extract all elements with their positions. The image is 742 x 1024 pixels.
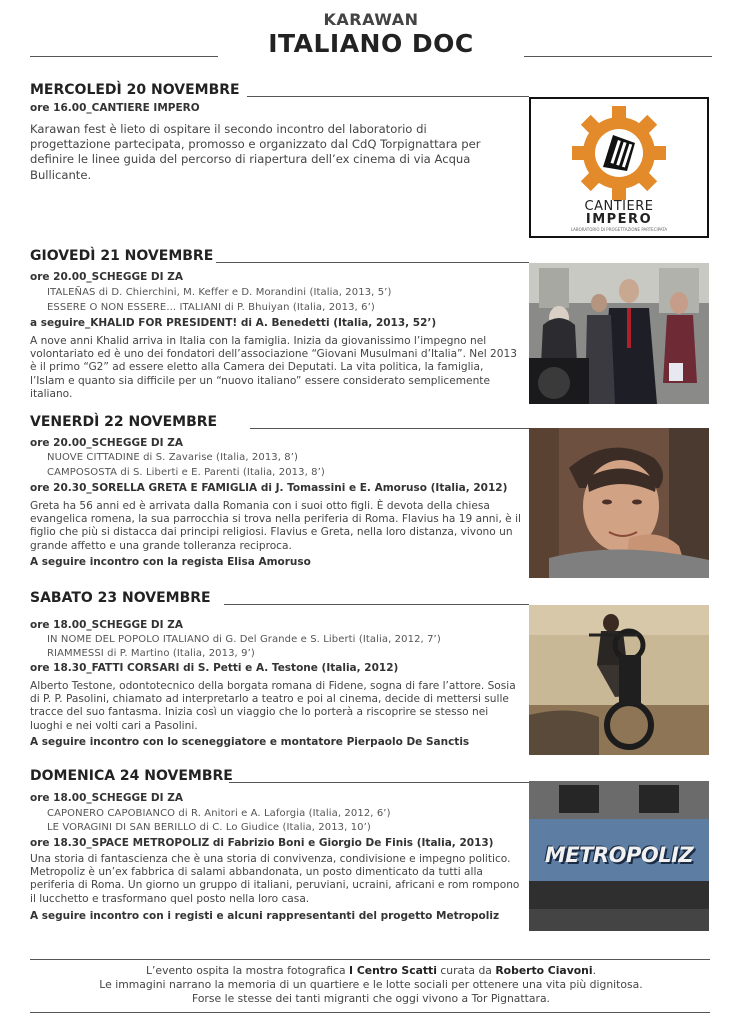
header-rule-right <box>524 56 712 57</box>
cantiere-impero-logo <box>529 97 709 238</box>
feature-film: ore 20.30_SORELLA GRETA E FAMIGLIA di J. Tomassini e E. Amoruso (Italia, 2012) <box>30 482 508 494</box>
event-description: Karawan fest è lieto di ospitare il secondo incontro del laboratorio di progettazione partecipata, promosso e organizzato dal CdQ Torpignattara per definire le linee guida del percorso di riapertura dell’ex cinema di via Acqua Bullicante. <box>30 122 481 182</box>
follow-up-event: A seguire incontro con la regista Elisa Amoruso <box>30 556 311 568</box>
day-rule <box>224 604 529 605</box>
header-title: ITALIANO DOC <box>268 29 474 58</box>
film-item: ITALEÑAS di D. Chierchini, M. Keffer e D. Morandini (Italia, 2013, 5’) <box>47 287 392 298</box>
exhibit-name: I Centro Scatti <box>349 964 437 977</box>
header-subtitle: KARAWAN <box>323 10 419 29</box>
event-description: Alberto Testone, odontotecnico della borgata romana di Fidene, sogna di fare l’attore. Sosia di P. P. Pasolini, chiamato ad interpretarlo a teatro e poi al cinema, decide di mettersi sulle tracce del suo fantasma. Inizia così un viaggio che lo porterà a riscoprire se stesso nei luoghi e nei volti cari a Pasolini. <box>30 680 516 732</box>
footer-line2: Le immagini narrano la memoria di un quartiere e le lotte sociali per ottenere una vita più dignitosa. <box>99 978 643 991</box>
footer-text: . <box>592 964 596 977</box>
graffiti-text: METROPOLIZ <box>544 843 694 867</box>
day-heading: DOMENICA 24 NOVEMBRE <box>30 768 233 784</box>
film-item: RIAMMESSI di P. Martino (Italia, 2013, 9’) <box>47 648 255 659</box>
event-time-title: ore 20.00_SCHEGGE DI ZA <box>30 271 183 283</box>
logo-tagline: LABORATORIO DI PROGETTAZIONE PARTECIPATA <box>570 227 668 232</box>
khalid-photo <box>529 263 709 404</box>
day-rule <box>229 782 529 783</box>
curator-name: Roberto Ciavoni <box>495 964 593 977</box>
film-item: ESSERE O NON ESSERE... ITALIANI di P. Bhuiyan (Italia, 2013, 6’) <box>47 302 375 313</box>
day-rule <box>216 262 529 263</box>
feature-film: ore 18.30_SPACE METROPOLIZ di Fabrizio Boni e Giorgio De Finis (Italia, 2013) <box>30 837 494 849</box>
event-time-title: ore 18.00_SCHEGGE DI ZA <box>30 619 183 631</box>
footer-rule-bottom <box>30 1012 710 1013</box>
follow-up-event: A seguire incontro con lo sceneggiatore e montatore Pierpaolo De Sanctis <box>30 736 470 748</box>
film-item: NUOVE CITTADINE di S. Zavarise (Italia, 2013, 8’) <box>47 452 299 463</box>
day-heading: VENERDÌ 22 NOVEMBRE <box>30 414 218 430</box>
film-item: CAMPOSOSTA di S. Liberti e E. Parenti (Italia, 2013, 8’) <box>47 467 325 478</box>
greta-portrait-photo <box>529 428 709 578</box>
footer-text: curata da <box>436 964 496 977</box>
day-heading: MERCOLEDÌ 20 NOVEMBRE <box>30 82 240 98</box>
event-description: Greta ha 56 anni ed è arrivata dalla Romania con i suoi otto figli. È devota della chiesa evangelica romena, la sua parrocchia si trova nella periferia di Roma. Flavius ha 19 anni, è il figlio che più si distacca dai principi religiosi. Flavius e Greta, nella loro distanza, vivono un grande affetto e una grande tolleranza reciproca. <box>30 500 521 552</box>
event-time-title: ore 18.00_SCHEGGE DI ZA <box>30 792 183 804</box>
motorcycle-photo <box>529 605 709 755</box>
film-item: LE VORAGINI DI SAN BERILLO di C. Lo Giudice (Italia, 2013, 10’) <box>47 822 371 833</box>
day-heading: GIOVEDÌ 21 NOVEMBRE <box>30 248 214 264</box>
event-description: A nove anni Khalid arriva in Italia con la famiglia. Inizia da giovanissimo l’impegno nel volontariato ed è uno dei fondatori dell’associazione “Giovani Musulmani d’Italia”. Nel 2013 è il primo “G2” ad essere eletto alla Camera dei Deputati. La vita politica, la famiglia, l’Islam e quanto sia difficile per un “nuovo italiano” essere considerato semplicemente italiano. <box>30 335 518 400</box>
footer-line3: Forse le stesse dei tanti migranti che oggi vivono a Tor Pignattara. <box>192 992 550 1005</box>
film-item: CAPONERO CAPOBIANCO di R. Anitori e A. Laforgia (Italia, 2012, 6’) <box>47 808 391 819</box>
logo-line1: CANTIERE <box>584 199 654 214</box>
footer-text: L’evento ospita la mostra fotografica <box>145 964 350 977</box>
footer-rule-top <box>30 959 710 960</box>
day-rule <box>250 428 529 429</box>
film-item: IN NOME DEL POPOLO ITALIANO di G. Del Grande e S. Liberti (Italia, 2012, 7’) <box>47 634 441 645</box>
feature-film: ore 18.30_FATTI CORSARI di S. Petti e A. Testone (Italia, 2012) <box>30 662 399 674</box>
event-description: Una storia di fantascienza che è una storia di convivenza, condivisione e impegno politico. Metropoliz è un’ex fabbrica di salami abbandonata, un posto dimenticato da tutti alla periferia di Roma. Un giorno un gruppo di italiani, peruviani, ucraini, africani e rom rompono il lucchetto e trasformano quel posto nella loro casa. <box>30 853 520 905</box>
event-time-title: ore 20.00_SCHEGGE DI ZA <box>30 437 183 449</box>
metropoliz-photo <box>529 781 709 931</box>
logo-line2: IMPERO <box>585 212 653 227</box>
day-rule <box>247 96 529 97</box>
footer-line1 <box>0 964 742 979</box>
header-rule-left <box>30 56 218 57</box>
feature-film: a seguire_KHALID FOR PRESIDENT! di A. Benedetti (Italia, 2013, 52’) <box>30 317 437 329</box>
event-time-title: ore 16.00_CANTIERE IMPERO <box>30 102 200 114</box>
day-heading: SABATO 23 NOVEMBRE <box>30 590 211 606</box>
follow-up-event: A seguire incontro con i registi e alcuni rappresentanti del progetto Metropoliz <box>30 910 500 922</box>
